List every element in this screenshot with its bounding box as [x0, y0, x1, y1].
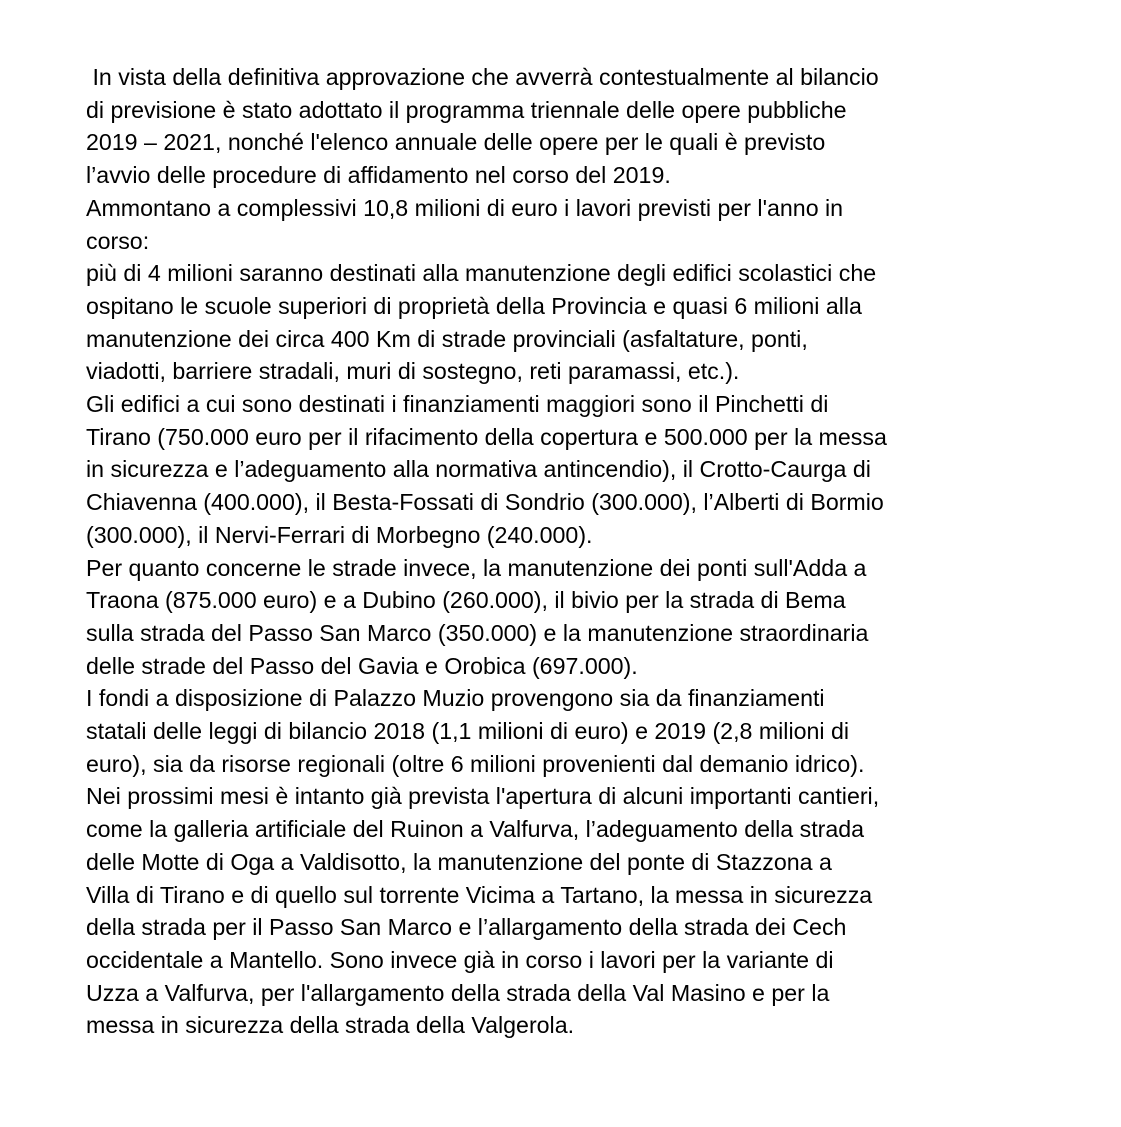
text-line-28: occidentale a Mantello. Sono invece già in corso i lavori per la variante di	[86, 946, 834, 973]
text-line-11: Gli edifici a cui sono destinati i finanziamenti maggiori sono il Pinchetti di	[86, 391, 829, 418]
text-line-12: Tirano (750.000 euro per il rifacimento della copertura e 500.000 per la messa	[86, 423, 887, 450]
text-line-14: Chiavenna (400.000), il Besta-Fossati di Sondrio (300.000), l’Alberti di Bormio	[86, 489, 884, 516]
text-line-9: manutenzione dei circa 400 Km di strade provinciali (asfaltature, ponti,	[86, 325, 808, 352]
text-line-10: viadotti, barriere stradali, muri di sostegno, reti paramassi, etc.).	[86, 358, 740, 385]
text-line-26: Villa di Tirano e di quello sul torrente Vicima a Tartano, la messa in sicurezza	[86, 881, 873, 908]
text-line-23: Nei prossimi mesi è intanto già prevista l'apertura di alcuni importanti cantieri,	[86, 783, 880, 810]
text-line-1: In vista della definitiva approvazione che avverrà contestualmente al bilancio	[86, 64, 879, 90]
text-line-2: di previsione è stato adottato il programma triennale delle opere pubbliche	[86, 96, 847, 123]
text-line-13: in sicurezza e l’adeguamento alla normativa antincendio), il Crotto-Caurga di	[86, 456, 871, 483]
text-line-4: l’avvio delle procedure di affidamento nel corso del 2019.	[86, 162, 671, 189]
text-line-3: 2019 – 2021, nonché l'elenco annuale delle opere per le quali è previsto	[86, 129, 826, 156]
text-line-22: euro), sia da risorse regionali (oltre 6 milioni provenienti dal demanio idrico).	[86, 750, 865, 777]
text-line-24: come la galleria artificiale del Ruinon a Valfurva, l’adeguamento della strada	[86, 816, 865, 843]
text-line-19: delle strade del Passo del Gavia e Orobica (697.000).	[86, 652, 638, 679]
text-line-16: Per quanto concerne le strade invece, la manutenzione dei ponti sull'Adda a	[86, 554, 867, 581]
text-line-20: I fondi a disposizione di Palazzo Muzio provengono sia da finanziamenti	[86, 685, 825, 712]
text-line-30: messa in sicurezza della strada della Valgerola.	[86, 1012, 575, 1039]
text-line-15: (300.000), il Nervi-Ferrari di Morbegno (240.000).	[86, 521, 593, 548]
text-line-7: più di 4 milioni saranno destinati alla manutenzione degli edifici scolastici che	[86, 260, 877, 287]
document-body	[86, 61, 1096, 1042]
text-line-18: sulla strada del Passo San Marco (350.000) e la manutenzione straordinaria	[86, 619, 869, 646]
text-line-25: delle Motte di Oga a Valdisotto, la manutenzione del ponte di Stazzona a	[86, 848, 832, 875]
text-line-21: statali delle leggi di bilancio 2018 (1,1 milioni di euro) e 2019 (2,8 milioni di	[86, 718, 850, 745]
text-line-6: corso:	[86, 227, 150, 254]
text-line-17: Traona (875.000 euro) e a Dubino (260.000), il bivio per la strada di Bema	[86, 587, 846, 614]
text-line-27: della strada per il Passo San Marco e l’allargamento della strada dei Cech	[86, 914, 847, 941]
text-line-5: Ammontano a complessivi 10,8 milioni di euro i lavori previsti per l'anno in	[86, 194, 844, 221]
text-line-29: Uzza a Valfurva, per l'allargamento della strada della Val Masino e per la	[86, 979, 830, 1006]
text-line-8: ospitano le scuole superiori di proprietà della Provincia e quasi 6 milioni alla	[86, 292, 862, 319]
